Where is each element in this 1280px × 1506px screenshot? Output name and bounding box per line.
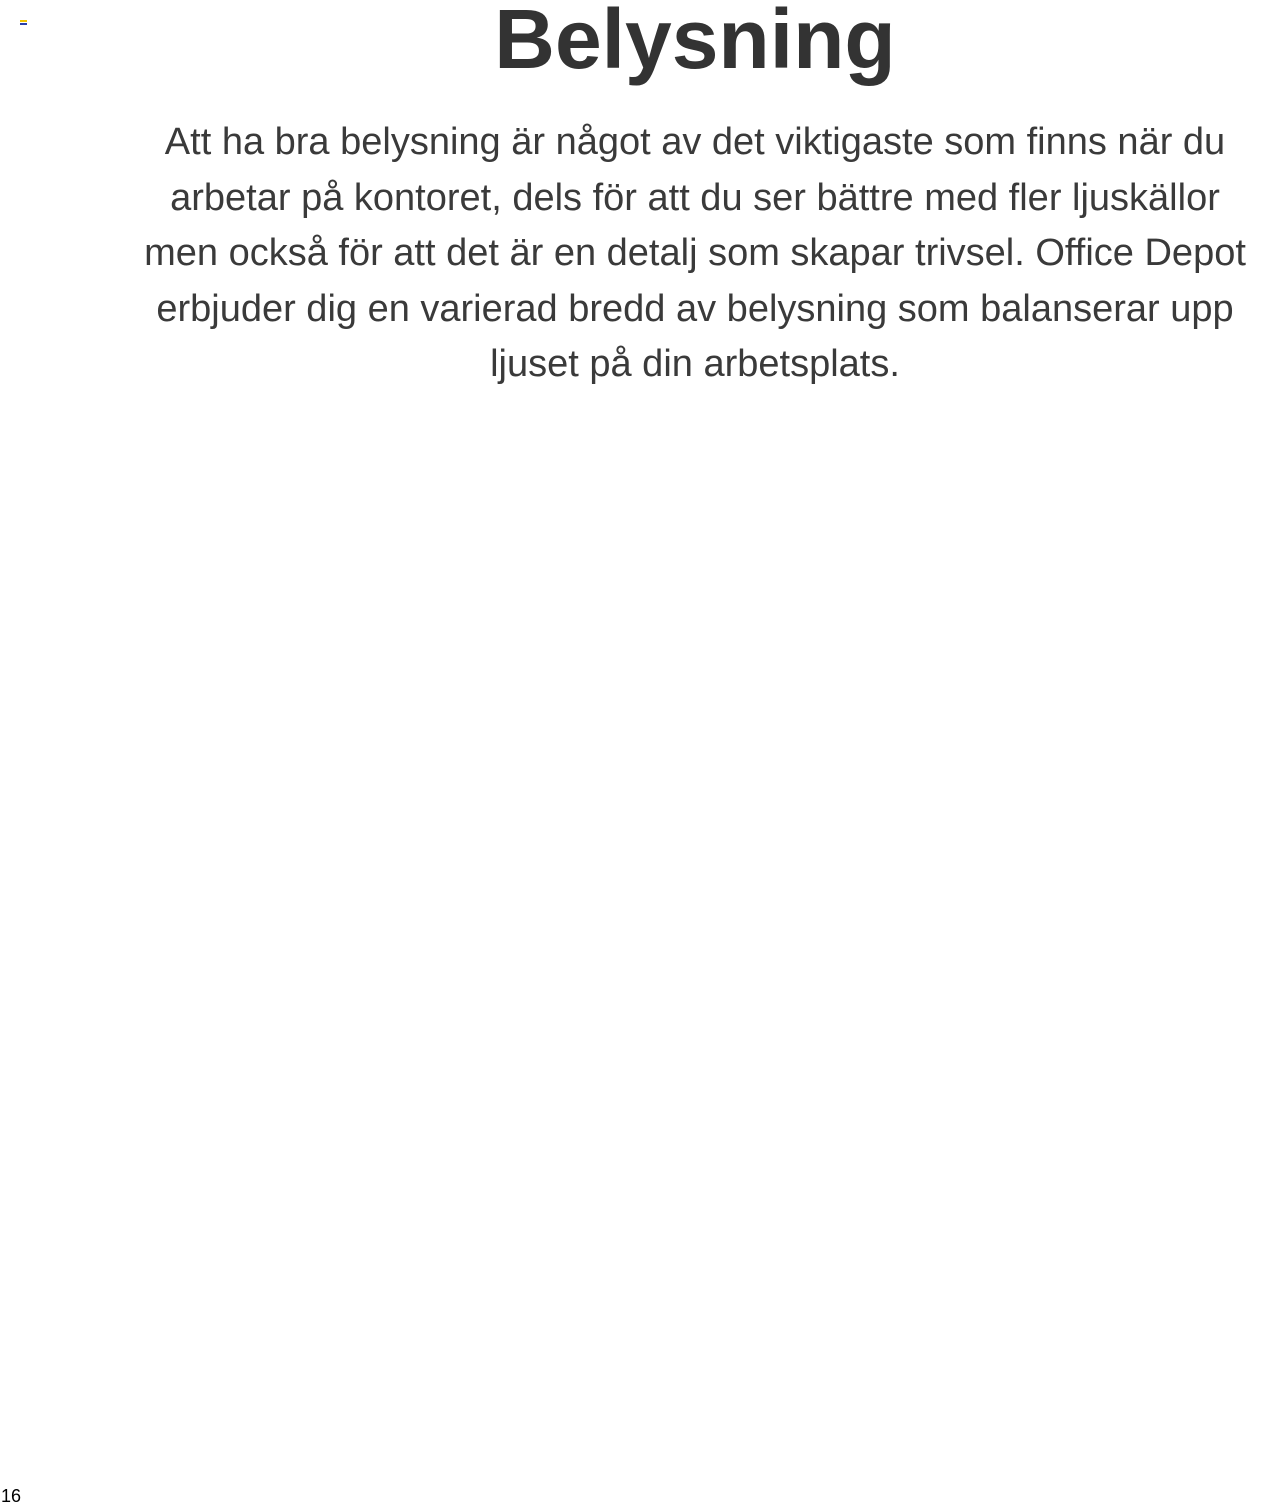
page-title: Belysning	[494, 0, 896, 86]
intro-line: Att ha bra belysning är något av det viktigaste som finns när du	[164, 121, 1226, 163]
intro-line: arbetar på kontoret, dels för att du ser bättre med fler ljuskällor	[170, 176, 1220, 219]
intro-line: ljuset på din arbetsplats.	[490, 343, 900, 385]
page-number: 16	[1, 1486, 22, 1506]
intro-paragraph	[100, 115, 1280, 393]
intro-line: erbjuder dig en varierad bredd av belysning som balanserar upp	[156, 287, 1234, 330]
intro-line: men också för att det är en detalj som skapar trivsel. Office Depot	[144, 232, 1246, 274]
